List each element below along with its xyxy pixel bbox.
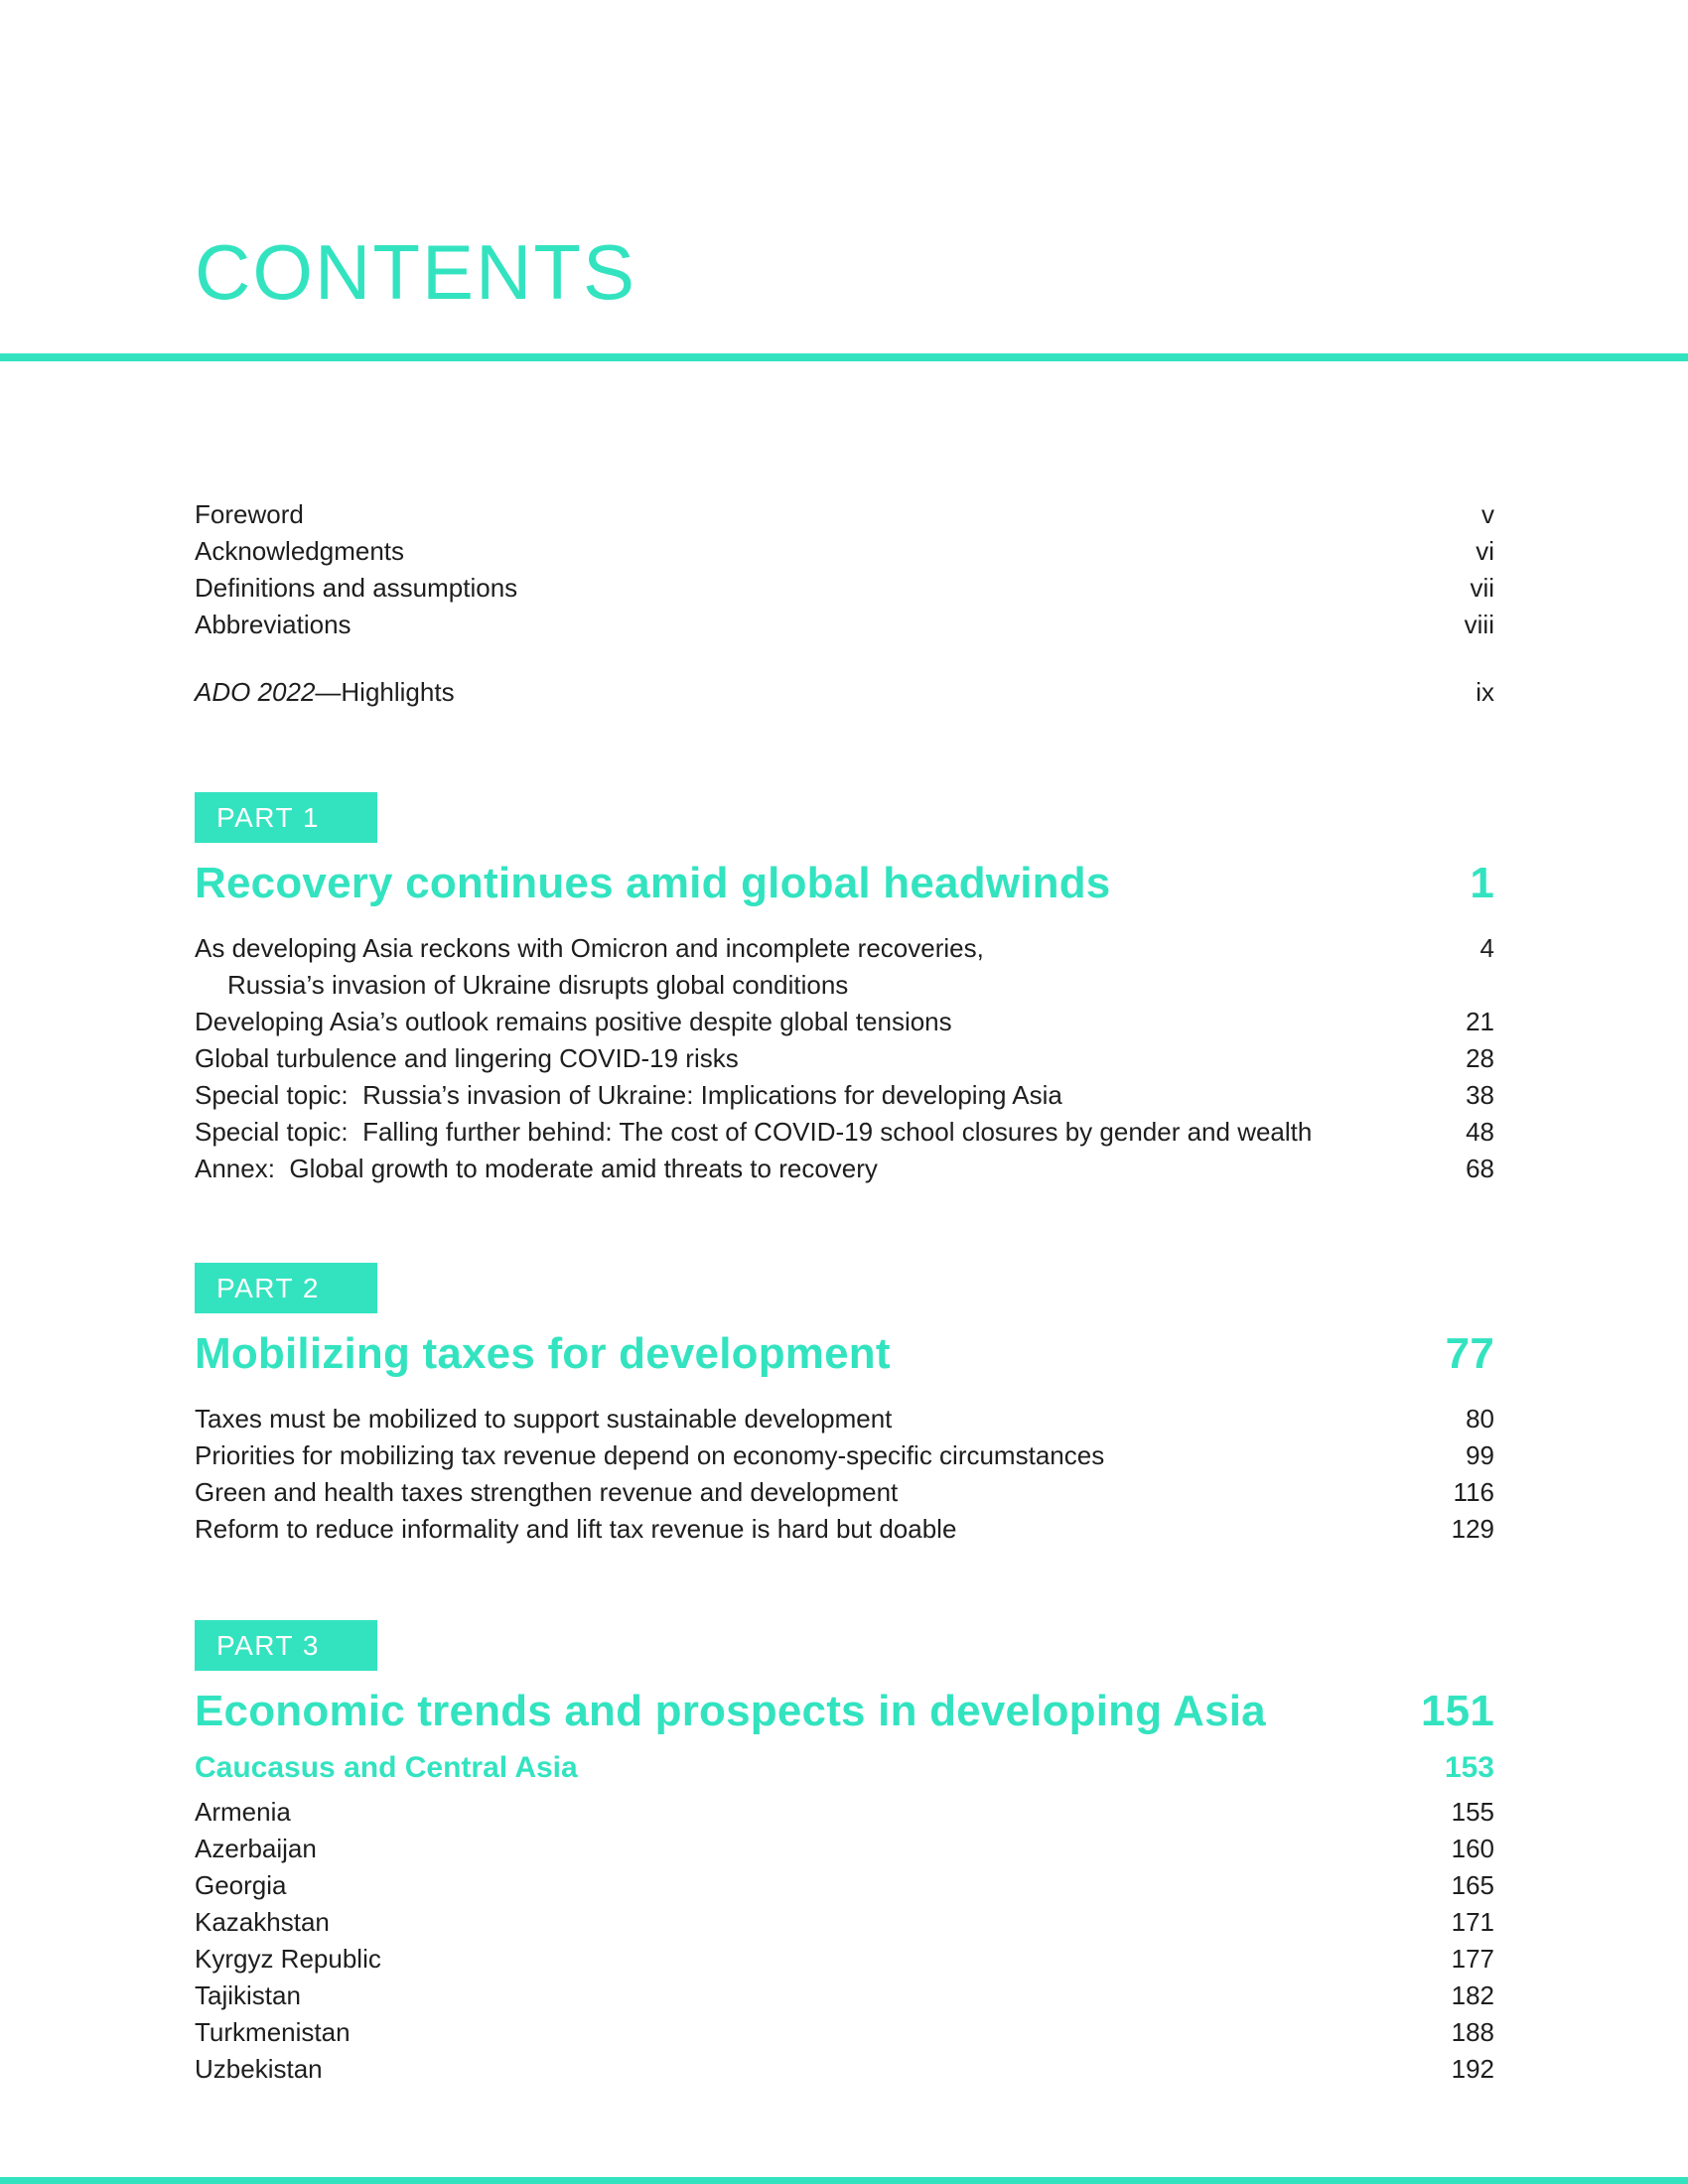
toc-label: Georgia	[195, 1870, 287, 1900]
toc-row-tajikistan	[195, 1978, 1494, 2014]
part-1-entries	[195, 930, 1494, 1187]
toc-page-number: ix	[1476, 677, 1494, 707]
toc-label: Taxes must be mobilized to support sustainable development	[195, 1404, 893, 1433]
part-badge-label: PART 1	[216, 801, 320, 833]
toc-page-number: 192	[1451, 2054, 1494, 2084]
toc-row-turkmenistan	[195, 2014, 1494, 2051]
toc-row	[195, 1474, 1494, 1511]
toc-row	[195, 930, 1494, 1004]
toc-page-number: 116	[1453, 1477, 1494, 1507]
subsection-title: Caucasus and Central Asia	[195, 1751, 578, 1784]
toc-row	[195, 1004, 1494, 1040]
toc-label: Green and health taxes strengthen revenue and development	[195, 1477, 899, 1507]
toc-label: Priorities for mobilizing tax revenue depend on economy-specific circumstances	[195, 1440, 1105, 1470]
front-matter-list	[195, 496, 1494, 711]
toc-row-uzbekistan	[195, 2051, 1494, 2088]
toc-label: Special topic: Russia’s invasion of Ukraine: Implications for developing Asia	[195, 1080, 1062, 1110]
toc-row-ado-highlights	[195, 674, 1494, 711]
toc-row	[195, 1401, 1494, 1437]
toc-label: Global turbulence and lingering COVID-19 risks	[195, 1043, 739, 1073]
part-1-heading-row	[195, 859, 1494, 908]
part-badge-label: PART 3	[216, 1629, 320, 1661]
toc-page-number: 28	[1466, 1043, 1494, 1073]
toc-page-number: 38	[1466, 1080, 1494, 1110]
toc-row-foreword	[195, 496, 1494, 533]
toc-label-group	[195, 930, 984, 1004]
toc-label: Kazakhstan	[195, 1907, 330, 1937]
toc-row-armenia	[195, 1794, 1494, 1831]
toc-page-number: 160	[1451, 1834, 1494, 1863]
toc-page-number: 171	[1451, 1907, 1494, 1937]
part-2-section	[195, 1263, 1494, 1548]
toc-row-kazakhstan	[195, 1904, 1494, 1941]
ado-title-italic: ADO 2022	[195, 677, 316, 707]
toc-row	[195, 1040, 1494, 1077]
part-title: Economic trends and prospects in developing Asia	[195, 1687, 1266, 1735]
part-page-number: 151	[1420, 1687, 1494, 1735]
part-title: Mobilizing taxes for development	[195, 1329, 891, 1378]
toc-row	[195, 1077, 1494, 1114]
toc-page-number: 21	[1466, 1007, 1494, 1036]
toc-page-number: 99	[1466, 1440, 1494, 1470]
toc-page-number: 48	[1466, 1117, 1494, 1147]
toc-label: Abbreviations	[195, 610, 352, 639]
toc-label: Foreword	[195, 499, 304, 529]
subsection-page-number: 153	[1444, 1751, 1494, 1784]
toc-label	[195, 674, 455, 711]
toc-label: Special topic: Falling further behind: The cost of COVID-19 school closures by gender and wealth	[195, 1117, 1313, 1147]
toc-row-georgia	[195, 1867, 1494, 1904]
toc-page-number: vi	[1476, 536, 1494, 566]
toc-page-number: 155	[1451, 1797, 1494, 1827]
toc-page-number: 129	[1451, 1514, 1494, 1544]
toc-page-number: 188	[1451, 2017, 1494, 2047]
toc-page-number: v	[1481, 499, 1494, 529]
part-1-badge	[195, 792, 377, 843]
toc-page-number: 68	[1466, 1154, 1494, 1183]
part-title: Recovery continues amid global headwinds	[195, 859, 1111, 907]
subsection-caucasus-heading-row	[195, 1748, 1494, 1788]
toc-page-number: 165	[1451, 1870, 1494, 1900]
toc-label: Developing Asia’s outlook remains positive despite global tensions	[195, 1007, 952, 1036]
toc-label: Reform to reduce informality and lift tax revenue is hard but doable	[195, 1514, 957, 1544]
toc-row-azerbaijan	[195, 1831, 1494, 1867]
part-2-entries	[195, 1401, 1494, 1548]
toc-row	[195, 1114, 1494, 1151]
toc-label: Acknowledgments	[195, 536, 404, 566]
toc-label: Turkmenistan	[195, 2017, 351, 2047]
toc-row-kyrgyz-republic	[195, 1941, 1494, 1978]
toc-page-number: 80	[1466, 1404, 1494, 1433]
part-3-section	[195, 1620, 1494, 2088]
toc-row	[195, 1437, 1494, 1474]
toc-label: As developing Asia reckons with Omicron and incomplete recoveries,	[195, 933, 984, 963]
toc-row	[195, 1151, 1494, 1187]
part-badge-label: PART 2	[216, 1272, 320, 1303]
toc-label-continuation: Russia’s invasion of Ukraine disrupts global conditions	[227, 970, 849, 1000]
part-page-number: 1	[1470, 859, 1494, 907]
toc-label: Definitions and assumptions	[195, 573, 518, 603]
top-divider-rule	[0, 353, 1688, 361]
toc-label: Annex: Global growth to moderate amid threats to recovery	[195, 1154, 878, 1183]
toc-row-definitions	[195, 570, 1494, 607]
toc-label: Azerbaijan	[195, 1834, 317, 1863]
toc-page-number: viii	[1464, 610, 1494, 639]
toc-row-abbreviations	[195, 607, 1494, 643]
ado-title-rest: —Highlights	[315, 677, 455, 707]
part-3-heading-row	[195, 1687, 1494, 1736]
toc-page-number: 182	[1451, 1980, 1494, 2010]
part-1-section	[195, 792, 1494, 1187]
part-2-heading-row	[195, 1329, 1494, 1379]
toc-label: Kyrgyz Republic	[195, 1944, 381, 1974]
part-2-badge	[195, 1263, 377, 1313]
bottom-divider-rule	[0, 2177, 1688, 2184]
toc-label: Armenia	[195, 1797, 291, 1827]
toc-row-acknowledgments	[195, 533, 1494, 570]
toc-page-number: 177	[1451, 1944, 1494, 1974]
page-title: CONTENTS	[195, 228, 636, 316]
toc-row	[195, 1511, 1494, 1548]
toc-page-number: 4	[1479, 933, 1494, 963]
part-3-badge	[195, 1620, 377, 1671]
toc-label: Uzbekistan	[195, 2054, 323, 2084]
toc-page-number: vii	[1470, 573, 1494, 603]
part-3-entries	[195, 1794, 1494, 2088]
part-page-number: 77	[1445, 1329, 1494, 1378]
toc-label: Tajikistan	[195, 1980, 301, 2010]
